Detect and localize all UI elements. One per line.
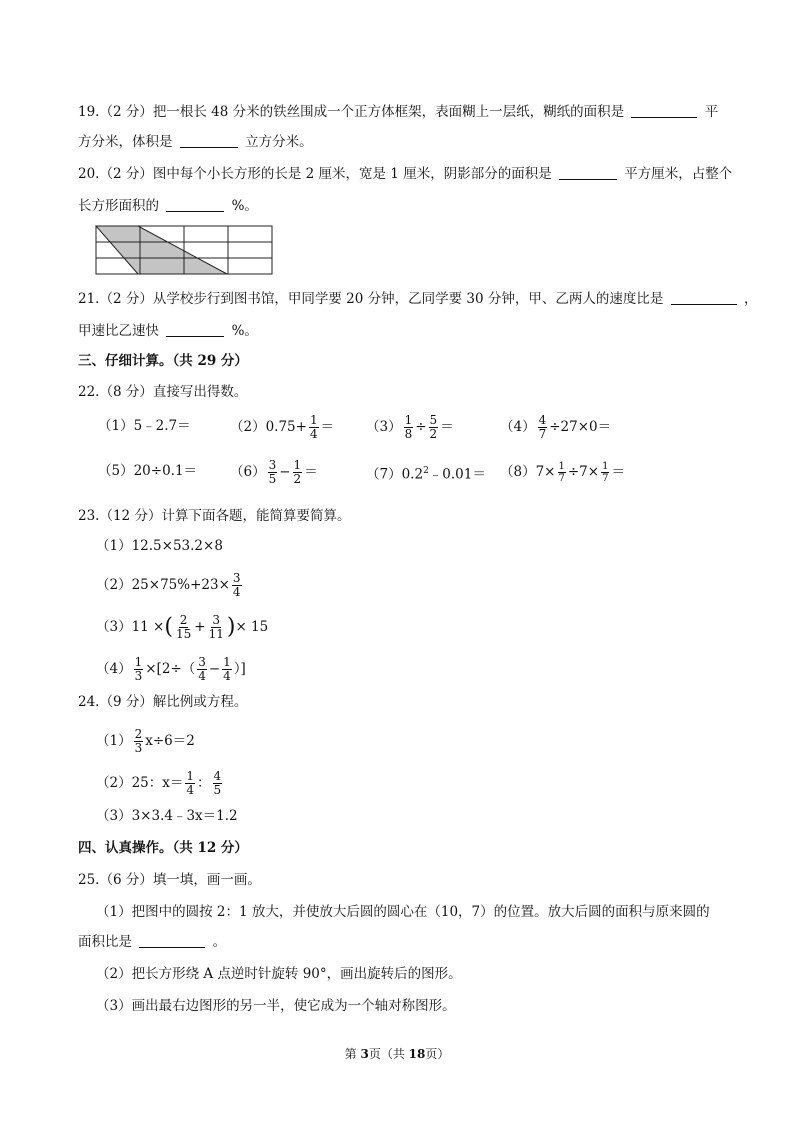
q25-item-3: （3）画出最右边图形的另一半，使它成为一个轴对称图形。 [96,998,456,1014]
q22-item-8: （8）7× $\frac{1}{7}$ ÷7× $\frac{1}{7}$ ＝ [500,461,625,484]
q21-line1: 21.（2 分）从学校步行到图书馆，甲同学要 20 分钟，乙同学要 30 分钟，甲、乙两人的速度比是 ， [78,291,758,307]
q20-line2: 长方形面积的 %。 [78,198,258,214]
q19-line1: 19.（2 分）把一根长 48 分米的铁丝围成一个正方体框架，表面糊上一层纸，糊纸的面积是 平 [78,104,719,120]
page-footer: 第 3页（共 18页） [344,1047,450,1061]
q21-line2: 甲速比乙速快 %。 [78,323,258,339]
q20-blank-shaded-area[interactable] [559,165,617,180]
fraction: $\frac{3}{4}$ [198,655,206,683]
fraction: $\frac{2}{3}$ [134,727,143,755]
q25-item-2: （2）把长方形绕 A 点逆时针旋转 90°，画出旋转后的图形。 [96,966,462,982]
q22-item-1: （1）5﹣2.7＝ [98,418,191,434]
fraction: $\frac{1}{4}$ [186,769,195,797]
q20-blank-percent[interactable] [166,197,224,212]
q21-blank-ratio[interactable] [671,290,737,305]
q19-blank-volume[interactable] [180,133,238,148]
page-total: 18 [408,1047,426,1061]
page-number: 3 [360,1047,369,1061]
q22-item-6: （6） $\frac{3}{5}$ − $\frac{1}{2}$ ＝ [230,458,318,486]
q24-item-1: （1） $\frac{2}{3}$ x÷6＝2 [96,727,195,755]
fraction: $\frac{1}{4}$ [309,413,318,441]
q23-item-2: （2）25×75%+23× $\frac{3}{4}$ [96,571,241,599]
q19-line2: 方分米，体积是 立方分米。 [78,134,313,150]
q24-item-3: （3）3×3.4﹣3x＝1.2 [96,808,238,824]
q20-rectangle-figure [95,225,275,277]
q22-title: 22.（8 分）直接写出得数。 [78,384,248,400]
open-paren: ( [164,614,173,640]
fraction: $\frac{3}{11}$ [208,613,224,641]
section-4-heading: 四、认真操作。（共 12 分） [78,840,248,856]
q19-blank-area[interactable] [631,103,697,118]
q22-item-5: （5）20÷0.1＝ [98,463,198,479]
fraction: $\frac{1}{4}$ [223,655,231,683]
fraction: $\frac{3}{4}$ [232,571,241,599]
fraction: $\frac{1}{3}$ [134,655,143,683]
fraction: $\frac{5}{2}$ [429,413,438,441]
q24-item-2: （2）25：x＝ $\frac{1}{4}$ ： $\frac{4}{5}$ [96,769,222,797]
q24-title: 24.（9 分）解比例或方程。 [78,694,248,710]
q22-item-4: （4） $\frac{4}{7}$ ÷27×0＝ [500,413,612,441]
fraction: $\frac{1}{2}$ [293,458,302,486]
q25-blank-ratio[interactable] [139,933,205,948]
q21-blank-percent[interactable] [166,322,224,337]
q22-item-2: （2）0.75+ $\frac{1}{4}$ ＝ [230,413,335,441]
q22-item-7: $(7)0.2^2﹣0.01=$ [366,466,486,483]
close-paren: ) [226,614,236,640]
fraction: $\frac{2}{15}$ [175,613,192,641]
q25-item-1: （1）把图中的圆按 2：1 放大，并使放大后圆的圆心在（10，7）的位置。放大后圆的面积与原来圆的 [96,904,710,920]
q23-item-3: （3）11 ×( $\frac{2}{15}$ + $\frac{3}{11}$ )× 15 [96,613,269,641]
q25-title: 25.（6 分）填一填，画一画。 [78,872,261,888]
fraction: $\frac{4}{5}$ [213,769,222,797]
fraction: $\frac{1}{8}$ [404,413,413,441]
fraction: $\frac{3}{5}$ [268,458,277,486]
fraction: $\frac{1}{7}$ [558,461,565,484]
section-3-heading: 三、仔细计算。（共 29 分） [78,353,248,369]
q25-item-1-cont: 面积比是 。 [78,934,227,950]
fraction: $\frac{4}{7}$ [538,413,547,441]
q20-line1: 20.（2 分）图中每个小长方形的长是 2 厘米，宽是 1 厘米，阴影部分的面积是 平方厘米，占整个 [78,166,733,182]
q23-item-4: （4） $\frac{1}{3}$ ×[2÷（ $\frac{3}{4}$ − $\frac{1}{4}$ ）] [96,655,246,683]
q20-shaded-triangle [96,226,227,274]
fraction: $\frac{1}{7}$ [602,461,609,484]
q23-title: 23.（12 分）计算下面各题，能简算要简算。 [78,508,351,524]
q22-item-3: （3） $\frac{1}{8}$ ÷ $\frac{5}{2}$ ＝ [366,413,454,441]
q23-item-1: （1）12.5×53.2×8 [96,538,223,554]
